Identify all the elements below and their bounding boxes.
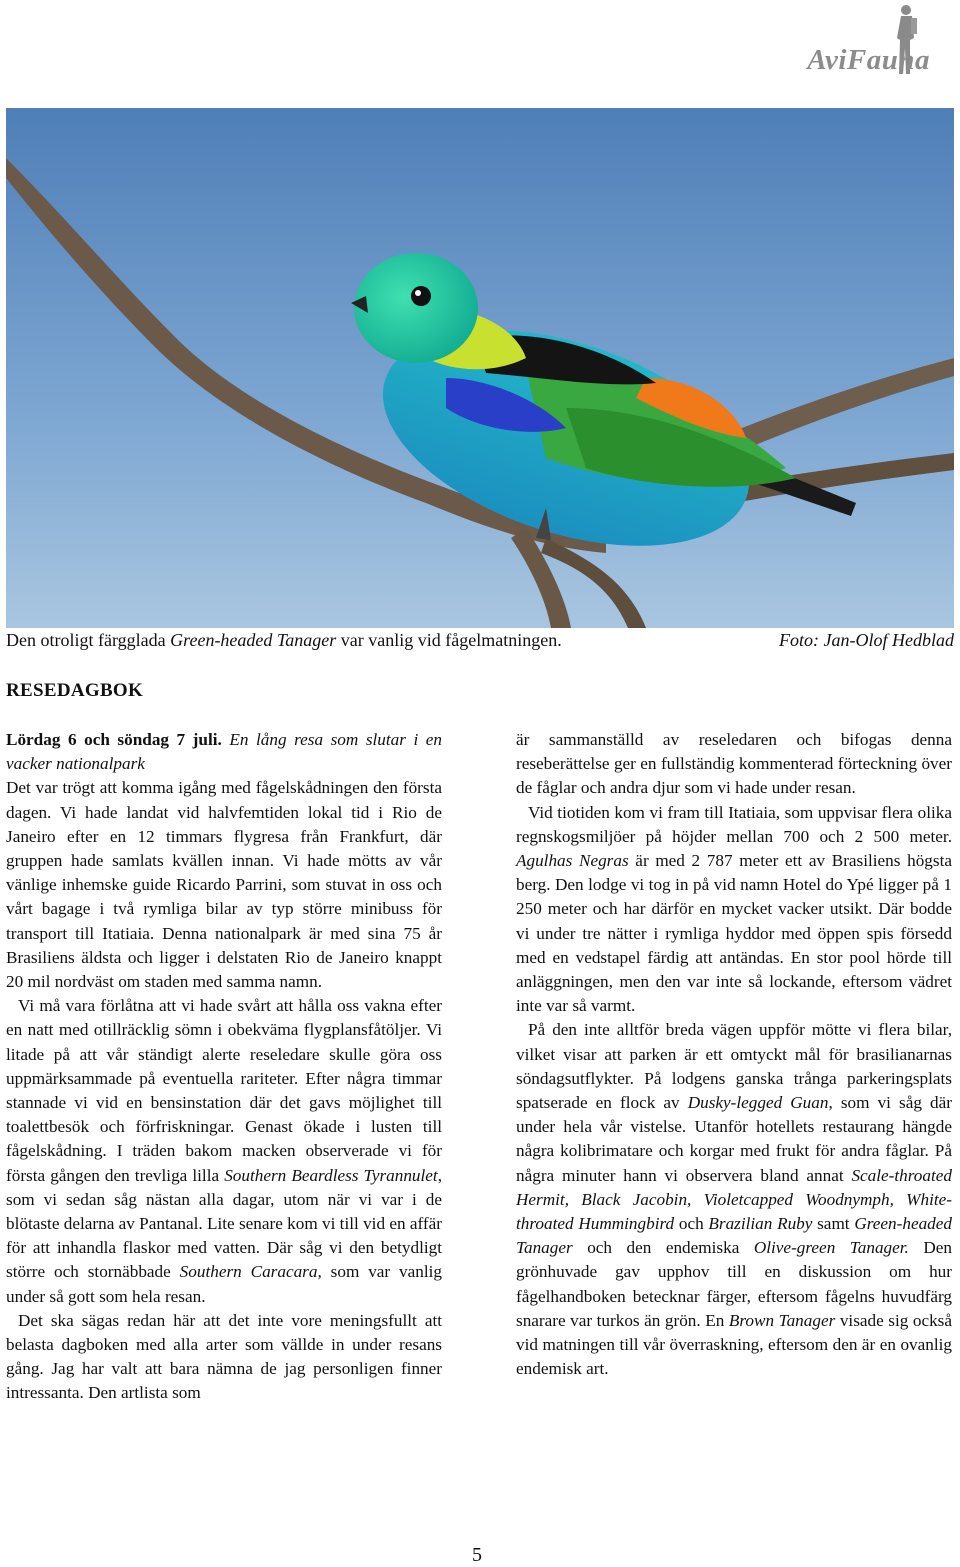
bird-photo bbox=[6, 108, 954, 628]
paragraph-3: Det ska sägas redan här att det inte vore meningsfullt att belasta dagboken med alla arter som vällde in under resans gång. Jag har valt att bara nämna de jag personligen finner intressanta. Den artlista som bbox=[6, 1310, 442, 1403]
paragraph-4: är sammanställd av reseledaren och bifogas denna reseberättelse ger en fullständig kommenterad förteckning över de fåglar och andra djur som vi hade under resan. bbox=[516, 730, 952, 798]
p6-text: På den inte alltför breda vägen uppför mötte vi flera bilar, vilket visar att parken är ett omtyckt mål för brasilianarnas söndagsutflykter. På lodgens ganska trånga parkeringsplats spatserade en flock av bbox=[516, 1020, 952, 1113]
species-name: Southern Caracara bbox=[179, 1262, 318, 1282]
page-number: 5 bbox=[472, 1544, 482, 1566]
p6-text: och bbox=[674, 1214, 709, 1234]
species-name: Scale-throated Hermit, Black Jacobin, Violetcapped Woodnymph, White-throated Hummingbird bbox=[516, 1165, 952, 1234]
entry-subtitle: En lång resa som slutar i en vacker nationalpark bbox=[6, 730, 443, 774]
p6-text: och den endemiska bbox=[572, 1238, 754, 1258]
caption-prefix: Den otroligt färgglada bbox=[6, 630, 171, 650]
p5-text-b: är med 2 787 meter ett av Brasiliens högsta berg. Den lodge vi tog in på vid namn Hotel do Ypé ligger på 1 250 meter och har därför en mycket vacker utsikt. Där bodde vi under tre nätter i rymliga hyddor med öppen spis försedd med en vedstapel färdig att antändas. En stor pool hörde till anläggningen, men den var inte så lockande, eftersom vädret inte var så varmt. bbox=[516, 851, 952, 1016]
species-name: Dusky-legged Guan bbox=[687, 1093, 829, 1113]
left-column bbox=[6, 728, 442, 1406]
right-column bbox=[516, 728, 952, 1381]
entry-date: Lördag 6 och söndag 7 juli. bbox=[6, 730, 222, 749]
p6-text: , som vi såg där under hela vår vistelse. Utanför hotellets restaurang hängde några kolibrimatare och korgar med frukt för andra fåglar. På några minuter hann vi observera bland annat bbox=[516, 1093, 952, 1185]
photo-caption bbox=[6, 630, 954, 660]
paragraph-6 bbox=[516, 1018, 952, 1381]
avifauna-logo bbox=[730, 4, 930, 84]
species-name: Brazilian Ruby bbox=[708, 1214, 813, 1234]
p6-text: samt bbox=[812, 1214, 855, 1234]
photo-credit: Foto: Jan-Olof Hedblad bbox=[779, 630, 954, 650]
place-name: Agulhas Negras bbox=[516, 851, 629, 871]
paragraph-2 bbox=[6, 994, 442, 1309]
species-name: Olive-green Tanager. bbox=[753, 1238, 909, 1258]
species-name: Brown Tanager bbox=[728, 1310, 836, 1330]
caption-text bbox=[6, 630, 562, 651]
paragraph-5 bbox=[516, 801, 952, 1019]
p6-text: Den grönhuvade gav upphov till en diskussion om hur fågelhandboken betecknar färger, eftersom fågelns huvudfärg snarare var turkos än grön. En bbox=[516, 1238, 952, 1330]
paragraph-1: Det var trögt att komma igång med fågelskådningen den första dagen. Vi hade landat vid halvfemtiden lokal tid i Rio de Janeiro efter en 12 timmars flygresa från Frankfurt, där gruppen hade samlats kvällen innan. Vi hade mötts av vår vänlige inhemske guide Ricardo Parrini, som stuvat in oss och vårt bagage i två rymliga bilar av typ större minibuss för transport till Itatiaia. Denna nationalpark är med sina 75 år Brasiliens äldsta och ligger i delstaten Rio de Janeiro knappt 20 mil nordväst om staden med samma namn. bbox=[6, 778, 442, 992]
p2-text-c: , som var vanlig under så gott som hela resan. bbox=[6, 1262, 442, 1306]
logo-text: AviFauna bbox=[807, 44, 930, 76]
caption-species: Green-headed Tanager bbox=[170, 630, 337, 650]
p2-text-a: Vi må vara förlåtna att vi hade svårt att hålla oss vakna efter en natt med otillräcklig sömn i obekväma flygplansfåtöljer. Vi litade på att vår ständigt alerte reseledare skulle göra oss uppmärksammade på eventuella rariteter. Efter några timmar stannade vi vid en bensinstation där det gavs möjlighet till toalettbesök och förfriskningar. Genast ökade i lusten till fågelskådning. I träden bakom macken observerade vi för första gången den trevliga lilla bbox=[6, 996, 442, 1185]
section-heading: RESEDAGBOK bbox=[6, 680, 144, 701]
species-name: Southern Beardless Tyrannulet bbox=[224, 1165, 438, 1185]
p6-text: visade sig också vid matningen till vår överraskning, eftersom den är en ovanlig endemisk art. bbox=[516, 1310, 953, 1379]
p2-text-b: , som vi sedan såg nästan alla dagar, utom när vi var i de blötaste delarna av Pantanal. Lite senare kom vi till vid en affär för att inhandla flaskor med vatten. Där såg vi den betydligt större och stornäbbade bbox=[6, 1165, 442, 1282]
species-name: Green-headed Tanager bbox=[516, 1214, 952, 1258]
entry-title bbox=[6, 728, 442, 776]
caption-suffix: var vanlig vid fågelmatningen. bbox=[336, 630, 562, 650]
p5-text-a: Vid tiotiden kom vi fram till Itatiaia, som uppvisar flera olika regnskogsmiljöer på höjder mellan 700 och 2 500 meter. bbox=[516, 802, 952, 846]
